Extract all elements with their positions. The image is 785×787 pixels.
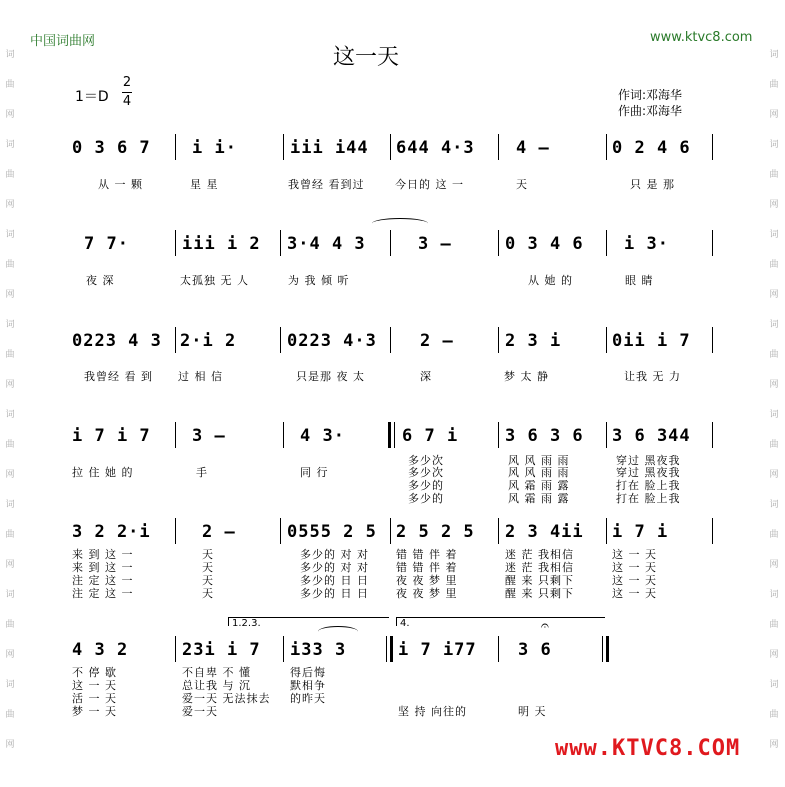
- lyric-text: 夜 夜 梦 里: [396, 574, 458, 587]
- lyric-text: 为 我 倾 听: [288, 274, 350, 287]
- bar-line: [283, 422, 284, 448]
- lyric-text: 坚 持 向往的: [398, 705, 467, 718]
- measure-notes: i 7 i 7: [72, 426, 151, 446]
- measure-notes: 0223 4 3: [72, 331, 162, 351]
- lyric-text: 夜 深: [86, 274, 115, 287]
- lyric-text: 风 霜 雨 露: [508, 479, 570, 492]
- bar-line: [280, 230, 281, 256]
- volta-label-1: 1.2.3.: [232, 618, 261, 629]
- measure-notes: 23i i 7: [182, 640, 261, 660]
- bar-line: [498, 518, 499, 544]
- lyric-text: 爱一天 无法抹去: [182, 692, 271, 705]
- lyric-text: 的昨天: [290, 692, 326, 705]
- measure-notes: 2 3 4ii: [505, 522, 584, 542]
- measure-notes: 0 3 6 7: [72, 138, 151, 158]
- repeat-end-barline: [390, 636, 393, 662]
- measure-notes: 2 –: [202, 522, 236, 542]
- slur-tie: [372, 218, 428, 229]
- lyric-text: 穿过 黑夜我: [616, 466, 681, 479]
- final-barline: [606, 636, 609, 662]
- volta-bracket-2: [396, 617, 605, 626]
- bar-line: [712, 134, 713, 160]
- measure-notes: 3·4 4 3: [287, 234, 366, 254]
- lyric-text: 让我 无 力: [624, 370, 681, 383]
- lyric-text: 风 霜 雨 露: [508, 492, 570, 505]
- lyric-text: 错 错 伴 着: [396, 561, 458, 574]
- lyric-text: 我曾经 看到过: [288, 178, 365, 191]
- bar-line: [606, 230, 607, 256]
- lyric-text: 风 风 雨 雨: [508, 454, 570, 467]
- lyric-text: 今日的 这 一: [395, 178, 464, 191]
- bar-line: [394, 422, 395, 448]
- song-title: 这一天: [333, 45, 400, 70]
- bar-line: [606, 422, 607, 448]
- lyric-text: 过 相 信: [178, 370, 223, 383]
- lyric-text: 默相争: [290, 679, 326, 692]
- bar-line: [386, 636, 387, 662]
- measure-notes: i33 3: [290, 640, 347, 660]
- lyric-text: 天: [516, 178, 528, 191]
- key-signature: 1＝D: [75, 89, 109, 105]
- measure-notes: 2 –: [420, 331, 454, 351]
- measure-notes: 2·i 2: [180, 331, 237, 351]
- lyric-text: 注 定 这 一: [72, 574, 134, 587]
- lyric-text: 这 一 天: [612, 561, 657, 574]
- bar-line: [390, 518, 391, 544]
- measure-notes: i 7 i77: [398, 640, 477, 660]
- bar-line: [175, 636, 176, 662]
- bar-line: [175, 230, 176, 256]
- lyric-text: 天: [202, 561, 214, 574]
- measure-notes: 4 3·: [300, 426, 345, 446]
- lyric-text: 得后悔: [290, 666, 326, 679]
- bar-line: [606, 327, 607, 353]
- measure-notes: 3 6 344: [612, 426, 691, 446]
- volta-label-2: 4.: [400, 618, 410, 629]
- repeat-start-barline: [388, 422, 391, 448]
- lyric-text: 迷 茫 我相信: [505, 561, 574, 574]
- measure-notes: i 7 i: [612, 522, 669, 542]
- lyric-text: 来 到 这 一: [72, 561, 134, 574]
- footer-logo-url[interactable]: www.KTVC8.COM: [555, 736, 741, 761]
- bar-line: [712, 230, 713, 256]
- lyricist-credit: 作词:邓海华: [618, 88, 683, 102]
- measure-notes: 6 7 i: [402, 426, 459, 446]
- meter-top: 2: [122, 75, 132, 90]
- lyric-text: 多少次: [408, 466, 444, 479]
- bar-line: [283, 636, 284, 662]
- composer-credit: 作曲:邓海华: [618, 104, 683, 118]
- bar-line: [175, 327, 176, 353]
- fermata-icon: 𝄐: [541, 618, 549, 634]
- lyric-text: 从 一 颗: [98, 178, 143, 191]
- lyric-text: 爱一天: [182, 705, 218, 718]
- lyric-text: 只是那 夜 太: [296, 370, 365, 383]
- lyric-text: 梦 一 天: [72, 705, 117, 718]
- lyric-text: 不自卑 不 懂: [182, 666, 251, 679]
- lyric-text: 多少的 日 日: [300, 587, 369, 600]
- measure-notes: 0223 4·3: [287, 331, 377, 351]
- measure-notes: iii i44: [290, 138, 369, 158]
- measure-notes: 3 6 3 6: [505, 426, 584, 446]
- lyric-text: 这 一 天: [612, 574, 657, 587]
- bar-line: [498, 134, 499, 160]
- lyric-text: 深: [420, 370, 432, 383]
- lyric-text: 活 一 天: [72, 692, 117, 705]
- watermark-right: 词曲网词曲网词曲网词曲网词曲网词曲网词曲网词曲网: [769, 50, 779, 750]
- measure-notes: 2 3 i: [505, 331, 562, 351]
- measure-notes: 3 2 2·i: [72, 522, 151, 542]
- site-name-left: 中国词曲网: [30, 34, 96, 49]
- lyric-text: 同 行: [300, 466, 329, 479]
- slur-tie: [318, 626, 358, 637]
- bar-line: [712, 518, 713, 544]
- bar-line: [280, 327, 281, 353]
- lyric-text: 多少的: [408, 479, 444, 492]
- measure-notes: 4 3 2: [72, 640, 129, 660]
- lyric-text: 醒 来 只剩下: [505, 587, 574, 600]
- lyric-text: 打在 脸上我: [616, 479, 681, 492]
- lyric-text: 夜 夜 梦 里: [396, 587, 458, 600]
- lyric-text: 手: [196, 466, 208, 479]
- measure-notes: 0 3 4 6: [505, 234, 584, 254]
- lyric-text: 天: [202, 587, 214, 600]
- lyric-text: 多少的 对 对: [300, 561, 369, 574]
- bar-line: [498, 422, 499, 448]
- measure-notes: i 3·: [624, 234, 669, 254]
- lyric-text: 这 一 天: [612, 548, 657, 561]
- bar-line: [390, 230, 391, 256]
- bar-line: [498, 327, 499, 353]
- lyric-text: 多少的 日 日: [300, 574, 369, 587]
- lyric-text: 错 错 伴 着: [396, 548, 458, 561]
- lyric-text: 明 天: [518, 705, 547, 718]
- lyric-text: 穿过 黑夜我: [616, 454, 681, 467]
- bar-line: [602, 636, 603, 662]
- measure-notes: 0555 2 5: [287, 522, 377, 542]
- watermark-left: 词曲网词曲网词曲网词曲网词曲网词曲网词曲网词曲网: [5, 50, 15, 750]
- bar-line: [175, 422, 176, 448]
- bar-line: [390, 134, 391, 160]
- bar-line: [390, 327, 391, 353]
- measure-notes: i i·: [192, 138, 237, 158]
- lyric-text: 太孤独 无 人: [180, 274, 249, 287]
- lyric-text: 眼 睛: [625, 274, 654, 287]
- lyric-text: 天: [202, 574, 214, 587]
- measure-notes: 7 7·: [84, 234, 129, 254]
- measure-notes: 3 6: [518, 640, 552, 660]
- lyric-text: 不 停 歇: [72, 666, 117, 679]
- lyric-text: 我曾经 看 到: [84, 370, 153, 383]
- bar-line: [606, 134, 607, 160]
- bar-line: [712, 422, 713, 448]
- time-signature: [122, 74, 132, 111]
- lyric-text: 迷 茫 我相信: [505, 548, 574, 561]
- measure-notes: 3 –: [418, 234, 452, 254]
- measure-notes: 644 4·3: [396, 138, 475, 158]
- lyric-text: 梦 太 静: [504, 370, 549, 383]
- lyric-text: 多少的 对 对: [300, 548, 369, 561]
- lyric-text: 这 一 天: [72, 679, 117, 692]
- bar-line: [498, 636, 499, 662]
- lyric-text: 这 一 天: [612, 587, 657, 600]
- lyric-text: 多少次: [408, 454, 444, 467]
- lyric-text: 多少的: [408, 492, 444, 505]
- lyric-text: 醒 来 只剩下: [505, 574, 574, 587]
- measure-notes: 0ii i 7: [612, 331, 691, 351]
- lyric-text: 打在 脸上我: [616, 492, 681, 505]
- bar-line: [498, 230, 499, 256]
- lyric-text: 拉 住 她 的: [72, 466, 134, 479]
- bar-line: [280, 518, 281, 544]
- lyric-text: 风 风 雨 雨: [508, 466, 570, 479]
- measure-notes: iii i 2: [182, 234, 261, 254]
- lyric-text: 星 星: [190, 178, 219, 191]
- bar-line: [175, 134, 176, 160]
- measure-notes: 3 –: [192, 426, 226, 446]
- bar-line: [175, 518, 176, 544]
- site-url-right: www.ktvc8.com: [650, 30, 753, 45]
- meter-bottom: 4: [122, 94, 132, 109]
- lyric-text: 总让我 与 沉: [182, 679, 251, 692]
- measure-notes: 4 –: [516, 138, 550, 158]
- bar-line: [283, 134, 284, 160]
- measure-notes: 0 2 4 6: [612, 138, 691, 158]
- measure-notes: 2 5 2 5: [396, 522, 475, 542]
- lyric-text: 来 到 这 一: [72, 548, 134, 561]
- bar-line: [606, 518, 607, 544]
- lyric-text: 注 定 这 一: [72, 587, 134, 600]
- lyric-text: 天: [202, 548, 214, 561]
- lyric-text: 只 是 那: [630, 178, 675, 191]
- lyric-text: 从 她 的: [528, 274, 573, 287]
- bar-line: [712, 327, 713, 353]
